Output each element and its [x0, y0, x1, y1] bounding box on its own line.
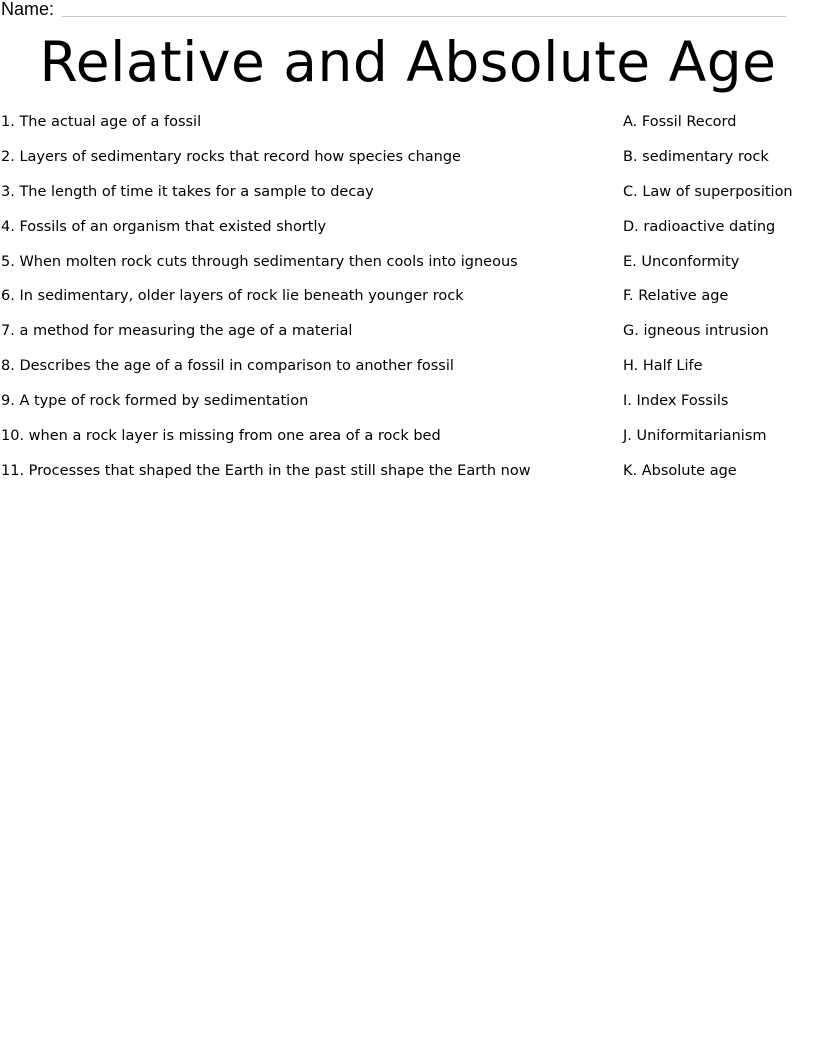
question-item: 8. Describes the age of a fossil in comparison to another fossil	[1, 358, 454, 375]
name-label: Name:	[1, 0, 55, 19]
answer-item: J. Uniformitarianism	[623, 428, 767, 445]
answer-item: H. Half Life	[623, 358, 703, 375]
name-blank-line	[62, 16, 786, 17]
answer-list	[623, 111, 813, 495]
page-title: Relative and Absolute Age	[39, 30, 777, 94]
answer-item: B. sedimentary rock	[623, 148, 769, 165]
answer-item: A. Fossil Record	[623, 114, 737, 130]
question-list	[1, 111, 601, 495]
name-row	[0, 0, 790, 20]
answer-item: F. Relative age	[623, 288, 729, 305]
question-item: 11. Processes that shaped the Earth in the past still shape the Earth now	[1, 462, 531, 479]
answer-item: G. igneous intrusion	[623, 323, 769, 340]
question-item: 5. When molten rock cuts through sedimentary then cools into igneous	[1, 253, 518, 270]
question-item: 3. The length of time it takes for a sample to decay	[1, 183, 374, 200]
question-item: 2. Layers of sedimentary rocks that record how species change	[1, 148, 461, 165]
answer-item: E. Unconformity	[623, 253, 740, 270]
question-item: 10. when a rock layer is missing from one area of a rock bed	[1, 428, 441, 445]
answer-item: D. radioactive dating	[623, 218, 776, 235]
answer-item: I. Index Fossils	[623, 393, 729, 410]
answer-item: C. Law of superposition	[623, 183, 793, 200]
question-item: 4. Fossils of an organism that existed shortly	[1, 218, 327, 235]
question-item: 1. The actual age of a fossil	[1, 114, 202, 130]
answer-item: K. Absolute age	[623, 462, 737, 479]
question-item: 9. A type of rock formed by sedimentation	[1, 393, 309, 410]
question-item: 6. In sedimentary, older layers of rock lie beneath younger rock	[1, 288, 464, 305]
question-item: 7. a method for measuring the age of a material	[1, 323, 353, 340]
